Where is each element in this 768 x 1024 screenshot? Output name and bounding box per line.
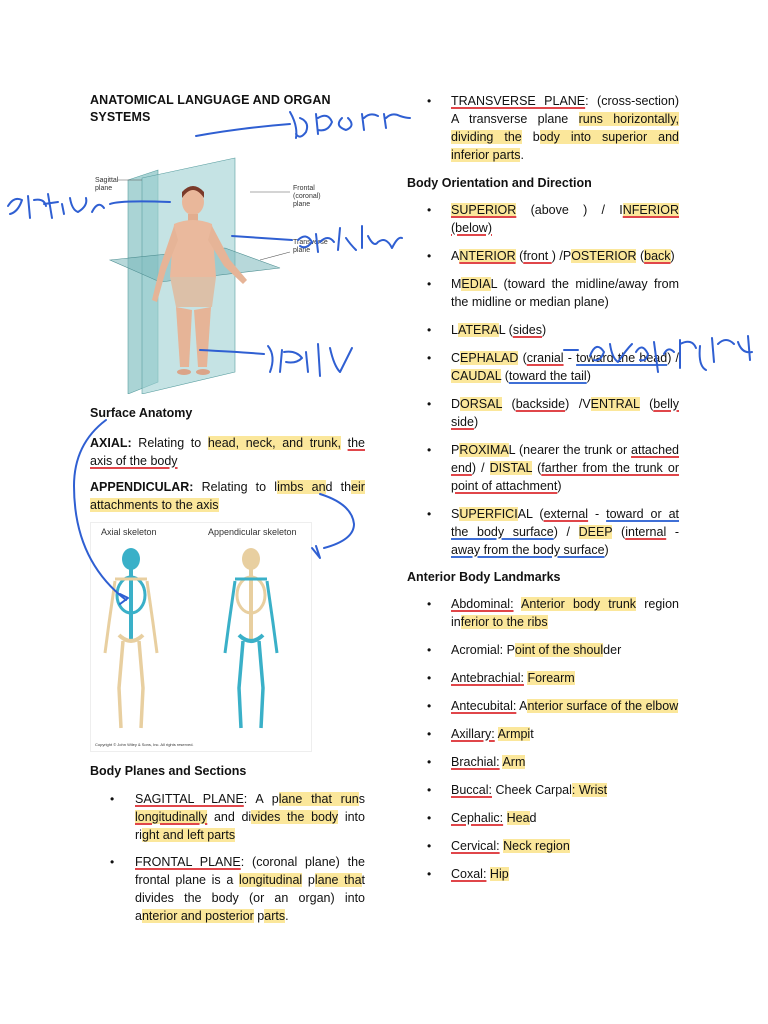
body-planes-list (90, 790, 365, 925)
text-segment: ( (501, 397, 516, 411)
list-item (407, 753, 679, 771)
bullet-icon: • (427, 839, 432, 853)
text-segment: toward the head (576, 351, 668, 365)
bullet-icon: • (427, 249, 432, 263)
text-segment: (above ) / I (516, 203, 623, 217)
text-segment: Brachial: (451, 755, 500, 769)
bullet-icon: • (427, 867, 432, 881)
frontal-d: lane tha (314, 873, 362, 887)
list-item (407, 697, 679, 715)
bullet-icon: • (427, 755, 432, 769)
list-item: • FRONTAL PLANE: (coronal plane) the frontal plane is a longitudinal plane that divides the body (or an organ) into anterior and posterior parts. (110, 855, 366, 923)
text-segment: AL ( (517, 507, 544, 521)
text-segment: belly side (451, 397, 680, 429)
text-segment: farther from the trunk or point of attachment (451, 461, 679, 493)
axial-def-underlined: the axis of the body (90, 436, 365, 468)
axial-def-highlight: head, neck, and trunk, (207, 436, 341, 450)
bullet-icon: • (427, 727, 432, 741)
text-segment: ferior to the ribs (460, 615, 548, 629)
axial-skeleton-label: Axial skeleton (101, 527, 157, 537)
surface-anatomy-section (90, 404, 365, 514)
text-segment: ( (518, 351, 527, 365)
text-segment: C (451, 351, 461, 365)
text-segment: Hip (489, 867, 509, 881)
list-item (407, 321, 679, 339)
appendicular-def-highlight: imbs an (277, 480, 326, 494)
text-segment: (below) (451, 221, 492, 235)
text-segment: P (503, 643, 515, 657)
frontal-a: : (coronal plane) the frontal plane is a (135, 855, 365, 887)
sagittal-c: s (358, 792, 365, 806)
text-segment: L ( (498, 323, 513, 337)
list-item (407, 595, 679, 631)
text-segment: ) (473, 415, 479, 429)
body-planes-illustration (90, 132, 365, 394)
bullet-icon: • (427, 597, 432, 611)
list-item (407, 247, 679, 265)
appendicular-term: APPENDICULAR: (90, 480, 194, 494)
bullet-icon: • (427, 507, 432, 521)
bullet-icon: • (427, 351, 432, 365)
transverse-b: runs horizontally, dividing the (451, 112, 679, 144)
text-segment: away from the body surface (451, 543, 605, 557)
text-segment: ) / (553, 525, 579, 539)
bullet-icon: • (427, 443, 432, 457)
text-segment: UPERFICI (459, 507, 518, 521)
text-segment: ) (542, 323, 547, 337)
appendicular-def-highlight-2: eir attachments to the axis (90, 480, 365, 512)
list-item: • SAGITTAL PLANE: A plane that runs longitudinally and divides the body into right and left parts (110, 792, 365, 842)
list-item (407, 641, 679, 659)
left-column (90, 92, 365, 925)
landmarks-heading: Anterior Body Landmarks (407, 570, 561, 584)
frontal-plane-label: Frontal (coronal) plane (293, 185, 321, 208)
bullet-icon: • (427, 277, 432, 291)
bullet-icon: • (427, 699, 432, 713)
frontal-c: p (302, 873, 315, 887)
text-segment: ) / (667, 351, 680, 365)
text-segment: oint of the shoul (514, 643, 604, 657)
text-segment: SUPERIOR (451, 203, 517, 217)
list-item (407, 809, 679, 827)
text-segment: - (588, 507, 607, 521)
text-segment: ) / (471, 461, 490, 475)
text-segment: cranial (526, 351, 564, 365)
list-item (407, 781, 679, 799)
bullet-icon: • (427, 323, 432, 337)
text-segment: DISTAL (489, 461, 533, 475)
list-item (407, 725, 679, 743)
text-segment (514, 597, 522, 611)
sagittal-g: into ri (135, 810, 365, 842)
transverse-a: : (cross-section) A transverse plane (451, 94, 679, 126)
text-segment: Cheek Carpal (492, 783, 572, 797)
bullet-icon: • (427, 203, 432, 217)
transverse-e: . (520, 148, 524, 162)
text-segment: - (563, 351, 577, 365)
text-segment: : Wrist (571, 783, 608, 797)
text-segment: Coxal: (451, 867, 487, 881)
text-segment: NTERIOR (459, 249, 516, 263)
text-segment: Axillary: (451, 727, 495, 741)
text-segment: DEEP (578, 525, 613, 539)
text-segment: CAUDAL (451, 369, 502, 383)
list-item (407, 441, 679, 495)
text-segment: Cephalic: (451, 811, 504, 825)
text-segment: t (530, 727, 534, 741)
text-segment: backside (515, 397, 566, 411)
list-item (407, 395, 679, 431)
text-segment: ATERA (457, 323, 499, 337)
frontal-i: . (285, 909, 289, 923)
text-segment: Hea (506, 811, 530, 825)
text-segment: ( (639, 397, 654, 411)
frontal-f: nterior and posterior (141, 909, 254, 923)
transverse-plane-label: Transverse plane (293, 239, 328, 254)
sagittal-d: longitudinally (135, 810, 208, 824)
sagittal-f: vides the body (251, 810, 339, 824)
sagittal-h: ght and left parts (141, 828, 236, 842)
text-segment: EPHALAD (460, 351, 519, 365)
text-segment: ( (501, 369, 509, 383)
right-column (407, 92, 679, 883)
sagittal-a: : A p (243, 792, 279, 806)
transverse-c: b (521, 130, 540, 144)
frontal-b: longitudinal (238, 873, 303, 887)
text-segment: back (644, 249, 671, 263)
transverse-d: ody into superior and inferior parts (451, 130, 679, 162)
text-segment: - (666, 525, 680, 539)
transverse-list (407, 92, 679, 164)
text-segment: region in (451, 597, 679, 629)
text-segment: L (nearer the trunk or (508, 443, 632, 457)
text-segment: ) /V (565, 397, 591, 411)
list-item (407, 349, 679, 385)
text-segment: Cervical: (451, 839, 500, 853)
appendicular-def-text: Relating to l (193, 480, 278, 494)
list-item (407, 865, 679, 883)
text-segment: ( (515, 249, 524, 263)
axial-definition (90, 434, 365, 470)
text-segment: ) /P (551, 249, 572, 263)
text-segment: d (529, 811, 537, 825)
text-segment: EDIA (461, 277, 491, 291)
text-segment: Antebrachial: (451, 671, 524, 685)
frontal-e: t divides the body (or an organ) into a (135, 873, 366, 923)
body-planes-figure (90, 132, 365, 394)
bullet-icon: • (427, 643, 432, 657)
axial-term: AXIAL: (90, 436, 132, 450)
document-title: ANATOMICAL LANGUAGE AND ORGAN SYSTEMS (90, 93, 331, 124)
copyright-text: Copyright © John Wiley & Sons, Inc. All rights reserved. (95, 742, 194, 747)
appendicular-skeleton-label: Appendicular skeleton (208, 527, 297, 537)
text-segment: Armpi (497, 727, 531, 741)
text-segment: external (543, 507, 589, 521)
text-segment: A (451, 249, 460, 263)
list-item (407, 669, 679, 687)
text-segment: ( (532, 461, 542, 475)
appendicular-def-text-2: d th (325, 480, 352, 494)
bullet-icon: • (427, 671, 432, 685)
transverse-term: TRANSVERSE PLANE (451, 94, 586, 108)
list-item: • TRANSVERSE PLANE: (cross-section) A transverse plane runs horizontally, dividing the body into superior and inferior parts. (427, 94, 679, 162)
text-segment: ( (636, 249, 645, 263)
axial-def-text: Relating to (131, 436, 208, 450)
text-segment: internal (625, 525, 667, 539)
text-segment: D (451, 397, 461, 411)
text-segment: A (516, 699, 528, 713)
frontal-h: arts (264, 909, 286, 923)
skeleton-illustration (91, 523, 311, 751)
orientation-list (407, 201, 679, 559)
text-segment: der (603, 643, 622, 657)
bullet-icon: • (427, 811, 432, 825)
text-segment: L (451, 323, 458, 337)
text-segment: nterior surface of the elbow (527, 699, 679, 713)
text-segment: L (toward the midline/away from the midline or median plane) (451, 277, 679, 309)
text-segment: Buccal: (451, 783, 492, 797)
list-item (407, 505, 679, 559)
bullet-icon: • (427, 783, 432, 797)
text-segment: toward or at the body surface (451, 507, 680, 539)
skeleton-figure (90, 522, 312, 752)
list-item (407, 201, 679, 237)
text-segment: S (451, 507, 460, 521)
list-item (407, 837, 679, 855)
frontal-term: FRONTAL PLANE (135, 855, 241, 869)
text-segment: Antecubital: (451, 699, 517, 713)
text-segment: attached end (451, 443, 679, 475)
surface-anatomy-heading: Surface Anatomy (90, 406, 193, 420)
landmarks-list (407, 595, 679, 883)
text-segment: Forearm (527, 671, 575, 685)
text-segment: ( (612, 525, 626, 539)
list-item (407, 275, 679, 311)
orientation-heading: Body Orientation and Direction (407, 176, 592, 190)
text-segment: M (451, 277, 462, 291)
text-segment: ) (670, 249, 675, 263)
text-segment: NFERIOR (622, 203, 679, 217)
text-segment: Abdominal: (451, 597, 514, 611)
text-segment: Anterior body trunk (521, 597, 637, 611)
axial-skeleton-drawing (105, 548, 157, 728)
sagittal-e: and di (207, 810, 252, 824)
text-segment: ENTRAL (590, 397, 640, 411)
sagittal-plane-label: Sagittal plane (95, 177, 119, 192)
text-segment: ) (557, 479, 562, 493)
sagittal-term: SAGITTAL PLANE (135, 792, 244, 806)
text-segment: toward the tail (508, 369, 587, 383)
appendicular-definition (90, 478, 365, 514)
text-segment: ORSAL (460, 397, 502, 411)
text-segment: front (523, 249, 552, 263)
text-segment: Arm (502, 755, 526, 769)
text-segment: ) (586, 369, 591, 383)
text-segment: P (451, 443, 460, 457)
text-segment: OSTERIOR (571, 249, 637, 263)
body-planes-section (90, 762, 365, 925)
text-segment: Neck region (503, 839, 570, 853)
frontal-g: p (253, 909, 265, 923)
text-segment: Acromial: (451, 643, 504, 657)
text-segment: ) (604, 543, 609, 557)
bullet-icon: • (427, 397, 432, 411)
appendicular-skeleton-drawing (225, 548, 277, 728)
text-segment: sides (512, 323, 543, 337)
text-segment: ROXIMA (459, 443, 509, 457)
sagittal-b: lane that run (278, 792, 359, 806)
body-planes-heading: Body Planes and Sections (90, 764, 247, 778)
